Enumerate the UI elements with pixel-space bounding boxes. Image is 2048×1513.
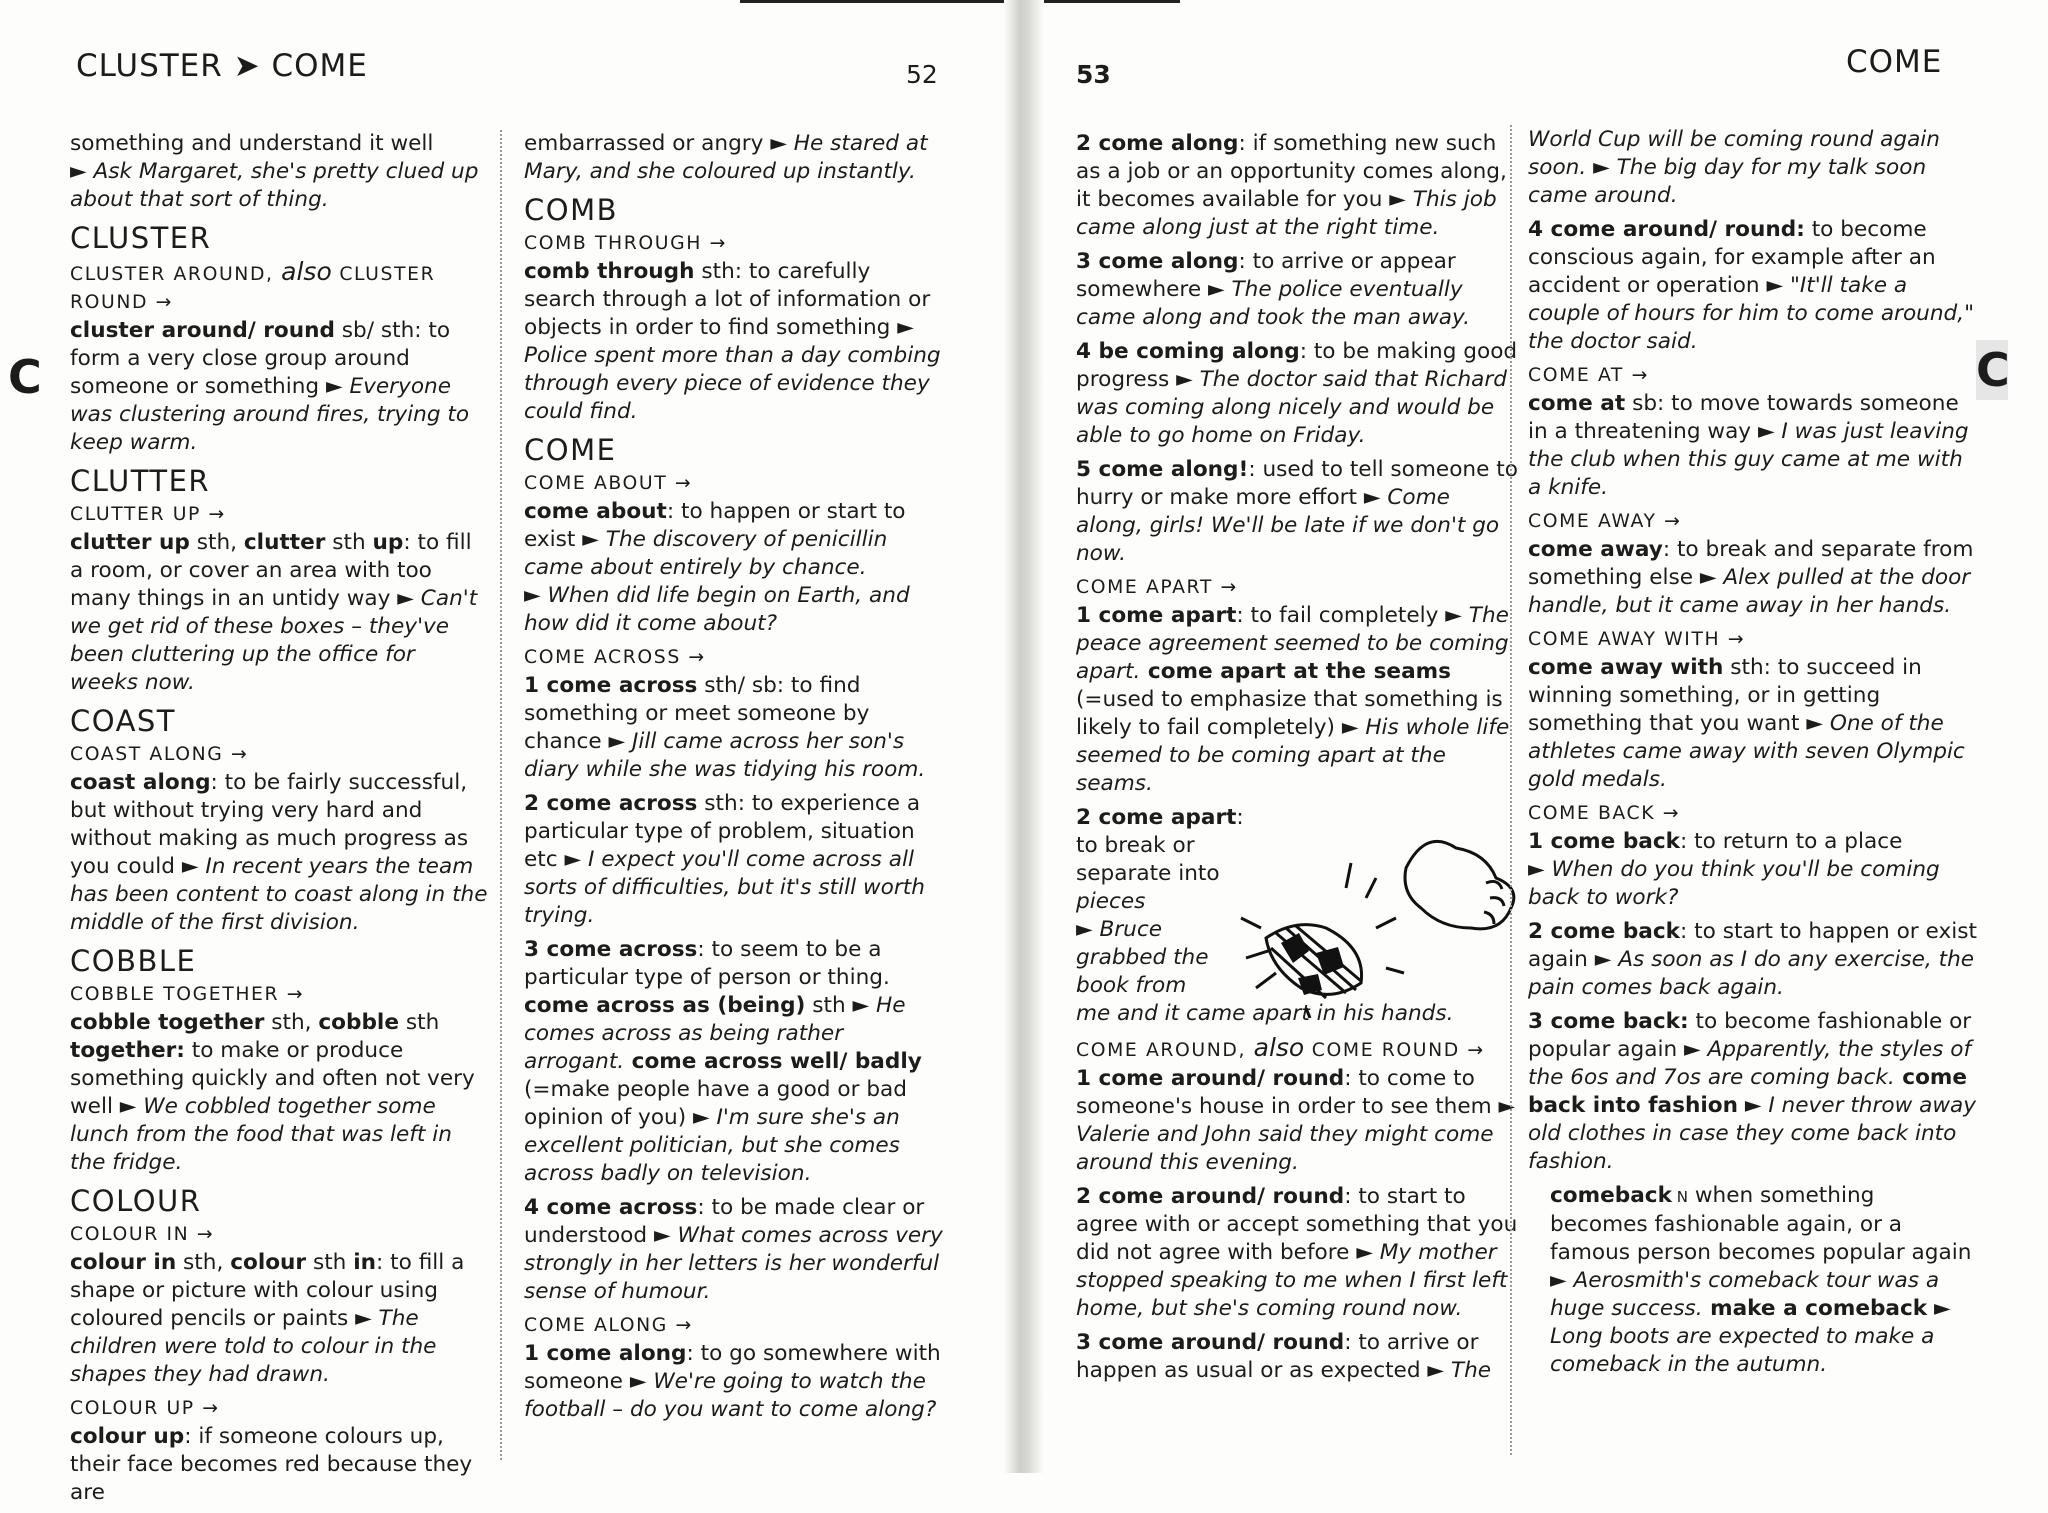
phrasal-heading: COME AWAY WITH →: [1528, 629, 1744, 650]
entry-text: 3 come back: to become fashionable or popular again ► Apparently, the styles of the 6os and 7os are coming back. come back into fashion ► I never throw away old clothes in case they come back into fashion.: [1528, 1009, 1976, 1174]
entry-text: embarrassed or angry ► He stared at Mary, and she coloured up instantly.: [524, 131, 928, 184]
phrasal-heading: COME BACK →: [1528, 803, 1679, 824]
phrasal-heading: COME ABOUT →: [524, 473, 691, 494]
phrasal-heading: COME ACROSS →: [524, 647, 705, 668]
entry-text: colour up: if someone colours up, their face becomes red because they are: [70, 1424, 473, 1505]
phrasal-heading: COMB THROUGH →: [524, 233, 726, 254]
phrasal-heading: COAST ALONG →: [70, 744, 247, 765]
column-2: [524, 130, 944, 1430]
entry-text: 3 come across: to seem to be a particular type of person or thing. come across as (being) sth ► He comes across as being rather arrogant. come across well/ badly (=make people have a good or bad opinion of you) ► I'm sure she's an excellent politician, but she comes across badly on television.: [524, 937, 922, 1186]
headword-colour: COLOUR: [70, 1184, 202, 1218]
entry-text: 4 come across: to be made clear or understood ► What comes across very strongly in her letters is her wonderful sense of humour.: [524, 1195, 943, 1304]
entry-text: comeback N when something becomes fashionable again, or a famous person becomes popular again ► Aerosmith's comeback tour was a huge success. make a comeback ► Long boots are expected to make a comeback in the autumn.: [1550, 1183, 1972, 1377]
entry-text: 4 come around/ round: to become conscious again, for example after an accident or operation ► "It'll take a couple of hours for him to come around," the doctor said.: [1528, 217, 1975, 354]
entry-text: 1 come apart: to fail completely ► The peace agreement seemed to be coming apart. come apart at the seams (=used to emphasize that something is likely to fail completely) ► His whole life seemed to be coming apart at the seams.: [1076, 603, 1510, 796]
entry-text: 3 come around/ round: to arrive or happen as usual or as expected ► The: [1076, 1330, 1492, 1383]
phrasal-heading: COME ALONG →: [524, 1315, 692, 1336]
column-3: [1076, 130, 1522, 1391]
book-gutter: [1004, 0, 1044, 1473]
phrasal-heading: COME AWAY →: [1528, 511, 1680, 532]
entry-text: 2 come across sth: to experience a particular type of problem, situation etc ► I expect you'll come across all sorts of difficulties, but it's still worth trying.: [524, 791, 925, 928]
entry-text: World Cup will be coming round again soon. ► The big day for my talk soon came around.: [1528, 127, 1940, 208]
entry-text: 1 come around/ round: to come to someone's house in order to see them ► Valerie and John said they might come around this evening.: [1076, 1066, 1516, 1175]
page-number-right: 53: [1076, 60, 1111, 89]
headword-cluster: CLUSTER: [70, 221, 212, 255]
phrasal-heading: COBBLE TOGETHER →: [70, 984, 303, 1005]
entry-text: 1 come across sth/ sb: to find something or meet someone by chance ► Jill came across her son's diary while she was tidying his room.: [524, 673, 926, 782]
phrasal-heading: CLUTTER UP →: [70, 504, 225, 525]
entry-text: 2 come along: if something new such as a job or an opportunity comes along, it becomes available for you ► This job came along just at the right time.: [1076, 131, 1507, 240]
entry-text: 2 come around/ round: to start to agree with or accept something that you did not agree with before ► My mother stopped speaking to me when I first left home, but she's coming round now.: [1076, 1184, 1518, 1321]
torn-book-illustration: [1236, 828, 1536, 1018]
column-1: [70, 130, 488, 1513]
entry-text: 2 come back: to start to happen or exist again ► As soon as I do any exercise, the pain comes back again.: [1528, 919, 1977, 1000]
entry-text: colour in sth, colour sth in: to fill a shape or picture with colour using coloured pencils or paints ► The children were told to colour in the shapes they had drawn.: [70, 1250, 465, 1387]
entry-text: 5 come along!: used to tell someone to hurry or make more effort ► Come along, girls! We'll be late if we don't go now.: [1076, 457, 1518, 566]
headword-clutter: CLUTTER: [70, 464, 211, 498]
running-head-right: COME: [1846, 44, 1943, 80]
entry-text: come away with sth: to succeed in winning something, or in getting something that you want ► One of the athletes came away with seven Olympic gold medals.: [1528, 655, 1965, 792]
phrasal-heading: COLOUR UP →: [70, 1398, 219, 1419]
entry-text: come at sb: to move towards someone in a threatening way ► I was just leaving the club when this guy came at me with a knife.: [1528, 391, 1969, 500]
phrasal-heading: CLUSTER AROUND, also CLUSTER ROUND →: [70, 257, 436, 313]
entry-text: cluster around/ round sb/ sth: to form a very close group around someone or something ► Everyone was clustering around fires, trying to keep warm.: [70, 318, 470, 455]
entry-text: clutter up sth, clutter sth up: to fill a room, or cover an area with too many things in an untidy way ► Can't we get rid of these boxes – they've been cluttering up the office for weeks now.: [70, 530, 478, 695]
running-head-left: CLUSTER ➤ COME: [76, 48, 368, 84]
headword-coast: COAST: [70, 704, 177, 738]
thumb-index-tab-left: C: [8, 350, 42, 404]
entry-text: coast along: to be fairly successful, but without trying very hard and without making as much progress as you could ► In recent years the team has been content to coast along in the middle of the first division.: [70, 770, 488, 935]
headword-come: COME: [524, 433, 617, 467]
entry-text: 1 come back: to return to a place ► When do you think you'll be coming back to work?: [1528, 829, 1940, 910]
entry-text: cobble together sth, cobble sth together: to make or produce something quickly and often not very well ► We cobbled together some lunch from the food that was left in the fridge.: [70, 1010, 475, 1175]
entry-text: come away: to break and separate from something else ► Alex pulled at the door handle, but it came away in her hands.: [1528, 537, 1974, 618]
entry-text: come about: to happen or start to exist ► The discovery of penicillin came about entirely by chance. ► When did life begin on Earth, and how did it come about?: [524, 499, 910, 636]
phrasal-heading: COME AROUND, also COME ROUND →: [1076, 1033, 1484, 1062]
right-page: [1040, 0, 2048, 1473]
entry-text: 1 come along: to go somewhere with someone ► We're going to watch the football – do you want to come along?: [524, 1341, 941, 1422]
phrasal-heading: COLOUR IN →: [70, 1224, 213, 1245]
headword-comb: COMB: [524, 193, 618, 227]
page-number-left: 52: [906, 60, 938, 89]
headword-cobble: COBBLE: [70, 944, 197, 978]
entry-text: 2 come apart: to break or separate into pieces ► Bruce grabbed the book from me and it came apart in his hands.: [1076, 805, 1454, 1026]
entry-text: 4 be coming along: to be making good progress ► The doctor said that Richard was coming along nicely and would be able to go home on Friday.: [1076, 339, 1518, 448]
column-4: [1528, 126, 1978, 1385]
column-separator: [500, 130, 502, 1460]
phrasal-heading: COME APART →: [1076, 577, 1237, 598]
left-page: [0, 0, 1004, 1505]
entry-text: comb through sth: to carefully search through a lot of information or objects in order to find something ► Police spent more than a day combing through every piece of evidence they could find.: [524, 259, 941, 424]
thumb-index-tab-right: C: [1976, 340, 2008, 400]
entry-text: 3 come along: to arrive or appear somewhere ► The police eventually came along and took the man away.: [1076, 249, 1470, 330]
column-separator: [1510, 125, 1512, 1455]
phrasal-heading: COME AT →: [1528, 365, 1648, 386]
entry-text: something and understand it well ► Ask Margaret, she's pretty clued up about that sort of thing.: [70, 131, 479, 212]
